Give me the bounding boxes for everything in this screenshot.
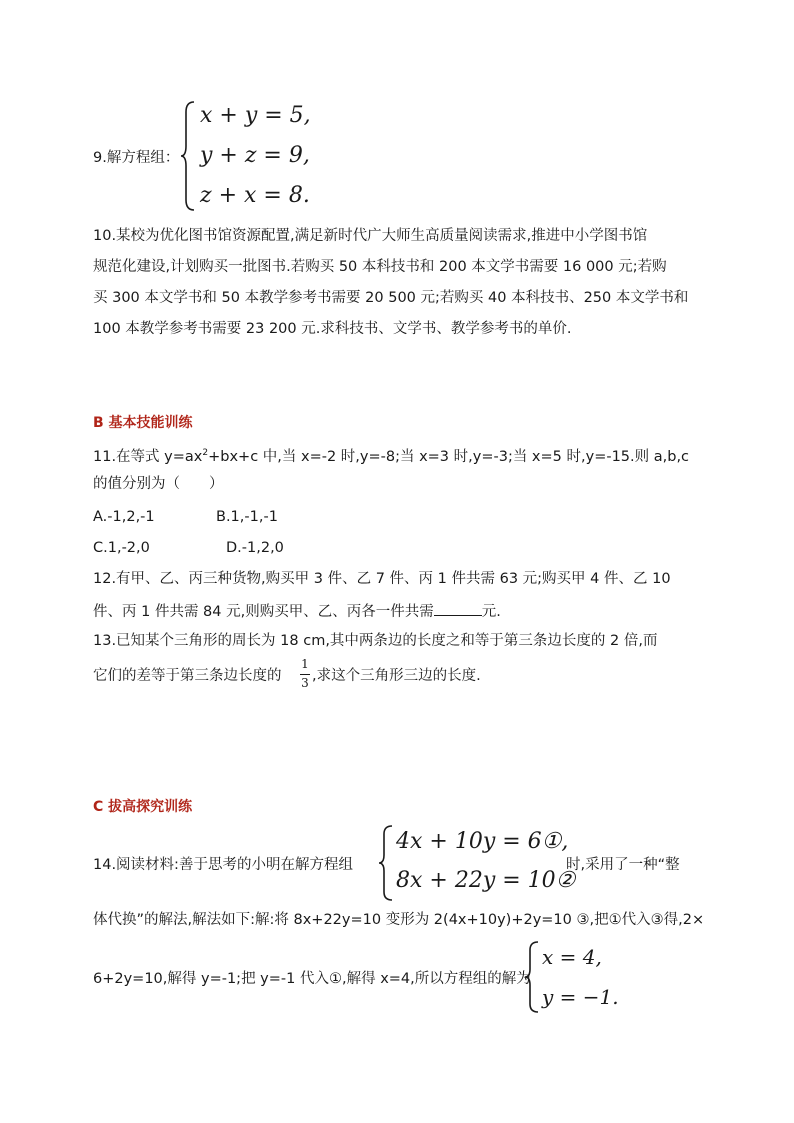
q14-solution-x: x = 4, xyxy=(542,945,602,969)
q11-line-1-a: 11.在等式 y=ax xyxy=(93,448,203,465)
q9-equation-3: z + x = 8. xyxy=(200,183,310,208)
q12-line-2-b: 元. xyxy=(481,604,501,620)
q14-line-2: 体代换”的解法,解法如下:解:将 8x+22y=10 变形为 2(4x+10y)+2y=10 ③,把①代入③得,2× xyxy=(93,912,705,928)
q13-fraction-bar xyxy=(300,674,310,675)
q14-equation-1: 4x + 10y = 6①, xyxy=(396,829,569,854)
q12-answer-blank[interactable] xyxy=(434,600,482,616)
q13-fraction-numerator: 1 xyxy=(301,657,309,671)
q11-option-b: B.1,-1,-1 xyxy=(216,509,278,525)
q10-line-2: 规范化建设,计划购买一批图书.若购买 50 本科技书和 200 本文学书需要 16 000 元;若购 xyxy=(93,259,667,275)
q14-system-brace xyxy=(378,824,394,902)
q12-line-1: 12.有甲、乙、丙三种货物,购买甲 3 件、乙 7 件、丙 1 件共需 63 元;购买甲 4 件、乙 10 xyxy=(93,571,671,587)
q9-label: 9.解方程组： xyxy=(93,150,180,166)
q9-brace xyxy=(180,100,196,212)
section-c-heading: C 拔高探究训练 xyxy=(93,799,193,815)
q14-line-1-a: 14.阅读材料:善于思考的小明在解方程组 xyxy=(93,857,353,873)
q11-option-d: D.-1,2,0 xyxy=(226,540,284,556)
q13-line-1: 13.已知某个三角形的周长为 18 cm,其中两条边的长度之和等于第三条边长度的 2 倍,而 xyxy=(93,633,658,649)
q11-line-1-b: +bx+c 中,当 x=-2 时,y=-8;当 x=3 时,y=-3;当 x=5 时,y=-15.则 a,b,c xyxy=(208,448,690,465)
q13-line-2-b: ,求这个三角形三边的长度. xyxy=(312,668,481,684)
q11-exponent: 2 xyxy=(202,448,209,458)
q10-line-3: 买 300 本文学书和 50 本教学参考书需要 20 500 元;若购买 40 本科技书、250 本文学书和 xyxy=(93,290,689,306)
q12-line-2 xyxy=(93,600,501,622)
q11-option-c: C.1,-2,0 xyxy=(93,540,150,556)
q9-equation-2: y + z = 9, xyxy=(200,143,310,168)
q14-equation-2: 8x + 22y = 10② xyxy=(396,868,576,893)
q14-line-3: 6+2y=10,解得 y=-1;把 y=-1 代入①,解得 x=4,所以方程组的解为 xyxy=(93,971,531,987)
q14-line-1-b: 时,采用了一种“整 xyxy=(566,857,680,873)
q11-line-2: 的值分别为（ ） xyxy=(93,476,224,492)
section-b-heading: B 基本技能训练 xyxy=(93,415,193,431)
q10-line-1: 10.某校为优化图书馆资源配置,满足新时代广大师生高质量阅读需求,推进中小学图书馆 xyxy=(93,228,648,244)
q13-line-2-a: 它们的差等于第三条边长度的 xyxy=(93,668,282,684)
q14-solution-y: y = −1. xyxy=(542,985,619,1009)
q11-option-a: A.-1,2,-1 xyxy=(93,509,155,525)
q9-equation-1: x + y = 5, xyxy=(200,103,311,128)
q12-line-2-a: 件、丙 1 件共需 84 元,则购买甲、乙、丙各一件共需 xyxy=(93,604,434,620)
q14-solution-brace xyxy=(524,940,540,1014)
q11-line-1 xyxy=(93,443,689,467)
q13-fraction-denominator: 3 xyxy=(301,676,309,690)
q10-line-4: 100 本教学参考书需要 23 200 元.求科技书、文学书、教学参考书的单价. xyxy=(93,321,572,337)
